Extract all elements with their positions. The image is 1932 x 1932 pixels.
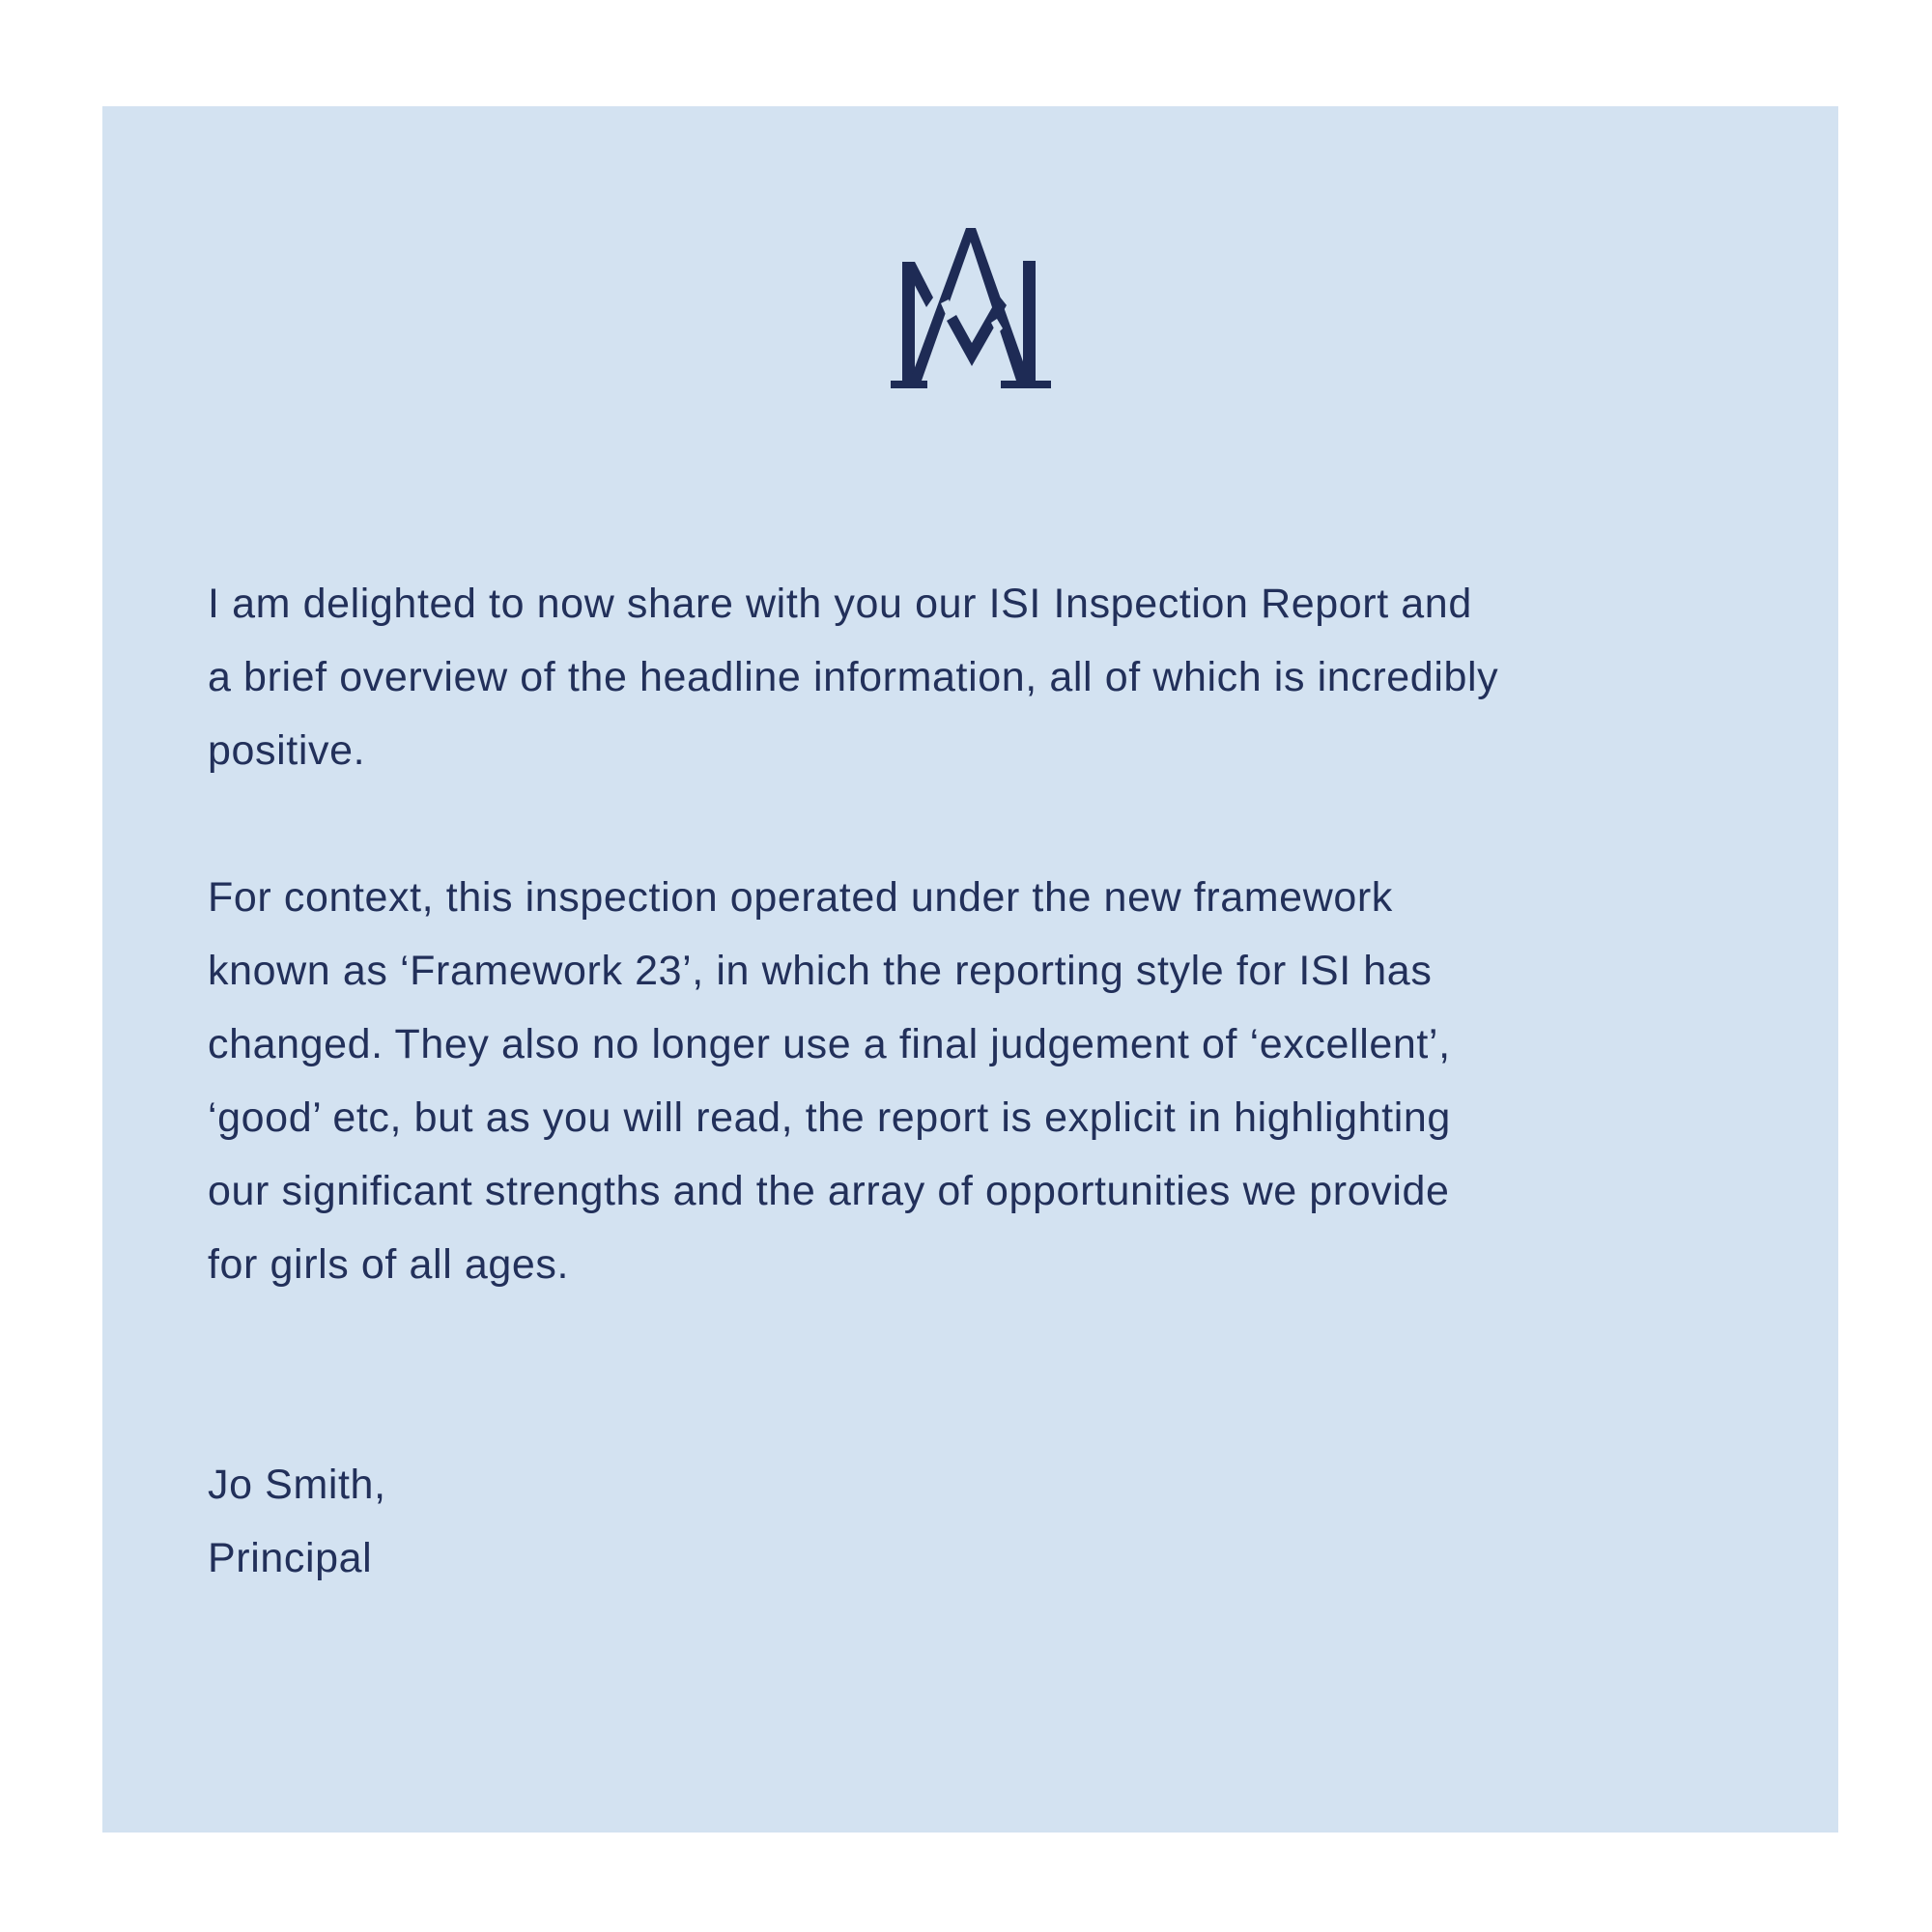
context-paragraph [208,861,1773,1301]
monogram-am-icon [887,228,1051,392]
signature-block [208,1448,1773,1595]
paragraph-line: for girls of all ages. [208,1241,570,1288]
paragraph-line: I am delighted to now share with you our ISI Inspection Report and [208,581,1472,627]
paragraph-line: our significant strengths and the array of opportunities we provide [208,1168,1450,1214]
paragraph-line: a brief overview of the headline information, all of which is incredibly [208,654,1499,700]
letter-panel [102,106,1838,1833]
intro-paragraph [208,567,1773,787]
signature-title: Principal [208,1535,373,1581]
paragraph-line: known as ‘Framework 23’, in which the reporting style for ISI has [208,948,1433,994]
paragraph-line: ‘good’ etc, but as you will read, the report is explicit in highlighting [208,1094,1451,1141]
signature-name: Jo Smith, [208,1462,386,1508]
paragraph-line: For context, this inspection operated under the new framework [208,874,1393,921]
paragraph-line: positive. [208,727,366,774]
paragraph-line: changed. They also no longer use a final judgement of ‘excellent’, [208,1021,1451,1067]
